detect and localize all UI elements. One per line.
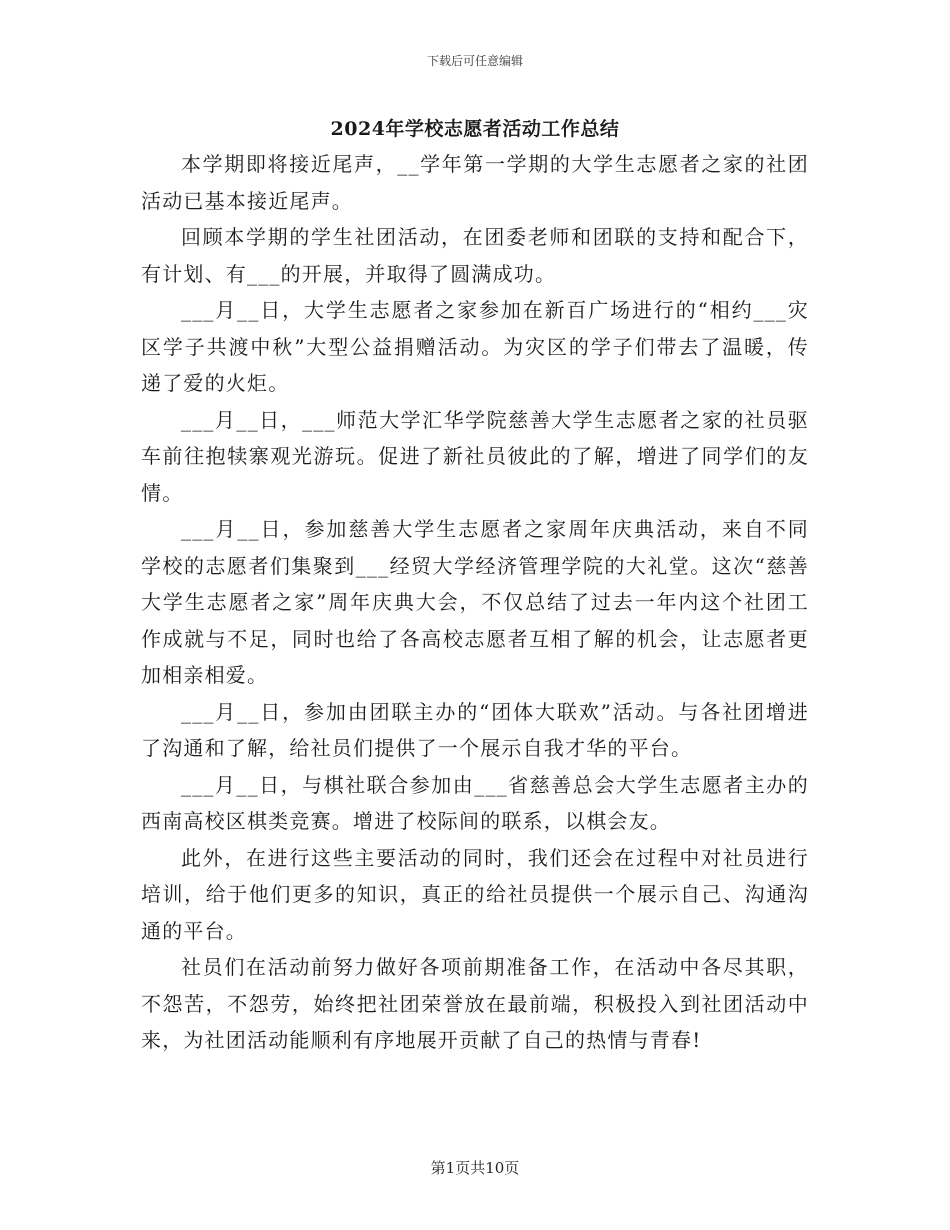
paragraph-8: 此外，在进行这些主要活动的同时，我们还会在过程中对社员进行培训，给于他们更多的知识，真正的给社员提供一个展示自己、沟通沟通的平台。 [141,845,809,943]
paragraph-3: ___月__日，大学生志愿者之家参加在新百广场进行的“相约___灾区学子共渡中秋”大型公益捐赠活动。为灾区的学子们带去了温暖，传递了爱的火炬。 [141,298,809,395]
paragraph-9: 社员们在活动前努力做好各项前期准备工作，在活动中各尽其职，不怨苦，不怨劳，始终把社团荣誉放在最前端，积极投入到社团活动中来，为社团活动能顺利有序地展开贡献了自己的热情与青春! [141,955,809,1052]
paragraph-1: 本学期即将接近尾声，__学年第一学期的大学生志愿者之家的社团活动已基本接近尾声。 [141,152,809,213]
header-note: 下载后可任意编辑 [426,54,523,68]
paragraph-6: ___月__日，参加由团联主办的“团体大联欢”活动。与各社团增进了沟通和了解，给社员们提供了一个展示自我才华的平台。 [141,699,809,760]
document-body [141,146,809,1059]
page-number-footer: 第1页共10页 [430,1159,520,1177]
paragraph-4: ___月__日，___师范大学汇华学院慈善大学生志愿者之家的社员驱车前往抱犊寨观光游玩。促进了新社员彼此的了解，增进了同学们的友情。 [141,407,809,505]
paragraph-7: ___月__日，与棋社联合参加由___省慈善总会大学生志愿者主办的西南高校区棋类竞赛。增进了校际间的联系，以棋会友。 [141,772,809,833]
paragraph-2: 回顾本学期的学生社团活动，在团委老师和团联的支持和配合下，有计划、有___的开展，并取得了圆满成功。 [141,225,809,286]
paragraph-5: ___月__日，参加慈善大学生志愿者之家周年庆典活动，来自不同学校的志愿者们集聚到___经贸大学经济管理学院的大礼堂。这次“慈善大学生志愿者之家”周年庆典大会，不仅总结了过去一年内这个社团工作成就与不足，同时也给了各高校志愿者互相了解的机会，让志愿者更加相亲相爱。 [141,517,809,687]
document-title: 2024年学校志愿者活动工作总结 [330,118,620,140]
